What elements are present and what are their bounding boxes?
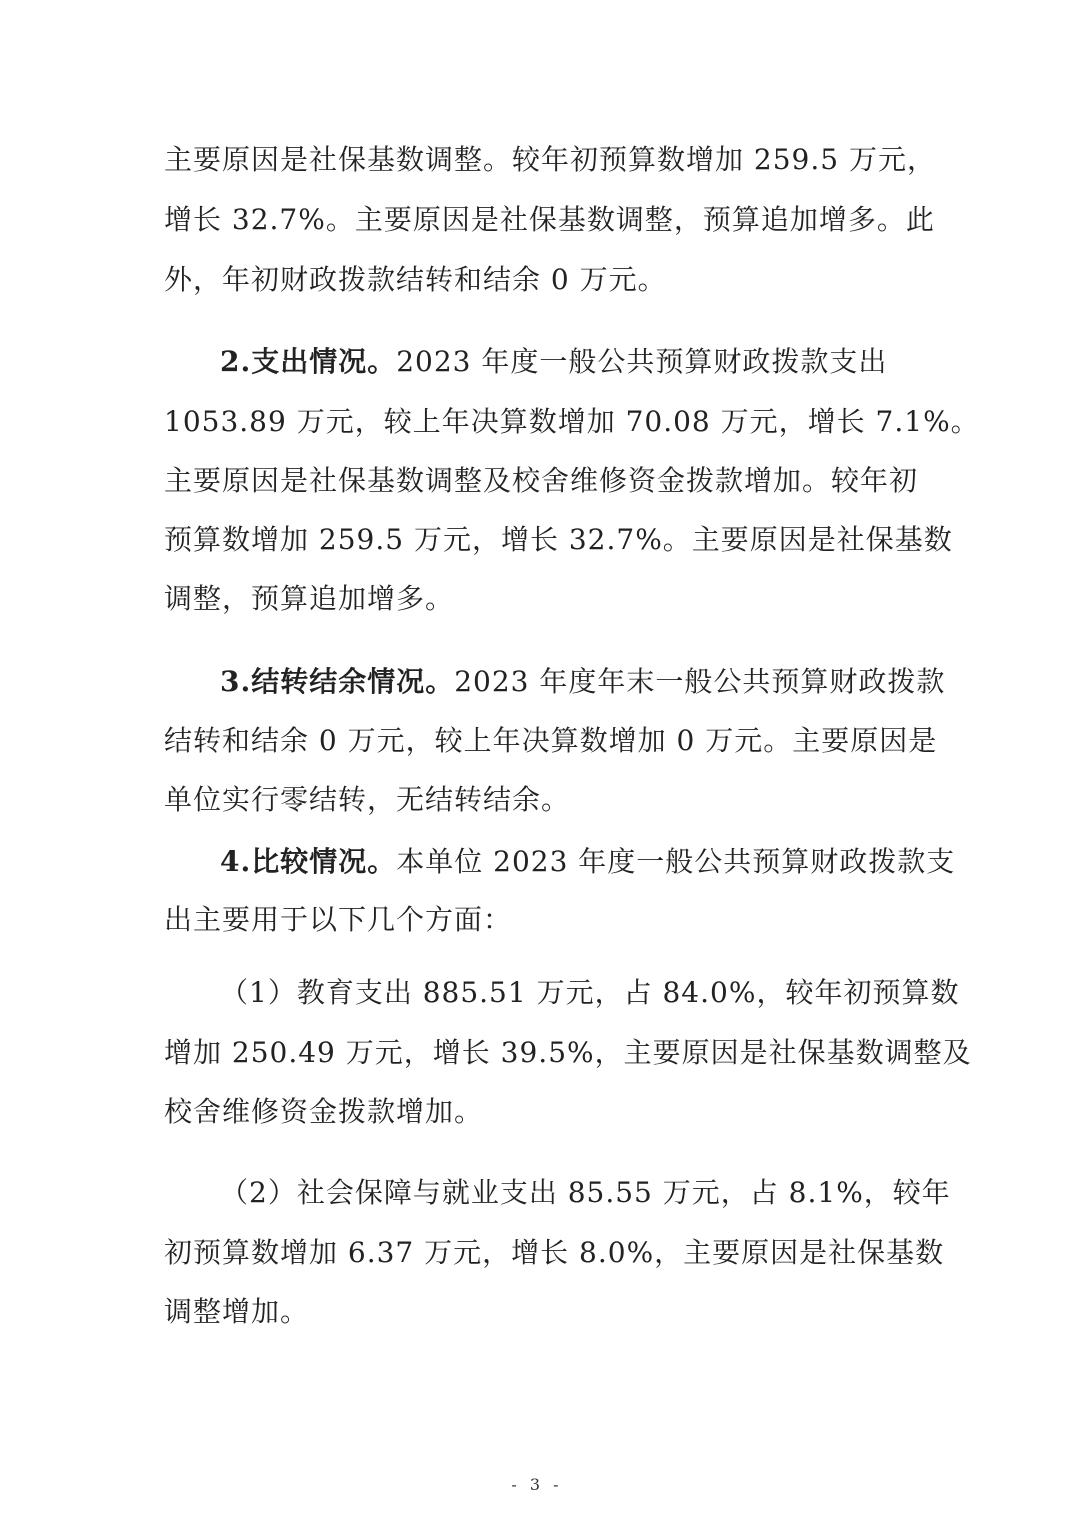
paragraph-line: 主要原因是社保基数调整。较年初预算数增加 259.5 万元， bbox=[164, 143, 936, 176]
paragraph-line: 主要原因是社保基数调整及校舍维修资金拨款增加。较年初 bbox=[164, 464, 919, 497]
paragraph-line: 外，年初财政拨款结转和结余 0 万元。 bbox=[164, 263, 667, 296]
paragraph-line bbox=[220, 662, 945, 702]
paragraph-text: 2023 年度一般公共预算财政拨款支出 bbox=[396, 345, 888, 378]
section-heading: 4.比较情况。 bbox=[220, 845, 397, 878]
paragraph-line: 调整增加。 bbox=[164, 1295, 310, 1328]
paragraph-text: 本单位 2023 年度一般公共预算财政拨款支 bbox=[396, 845, 956, 878]
paragraph-line: （1）教育支出 885.51 万元，占 84.0%，较年初预算数 bbox=[220, 976, 960, 1009]
paragraph-line: 调整，预算追加增多。 bbox=[164, 582, 455, 615]
paragraph-line: 增加 250.49 万元，增长 39.5%，主要原因是社保基数调整及 bbox=[164, 1036, 972, 1069]
paragraph-line bbox=[220, 342, 887, 382]
paragraph-line: 结转和结余 0 万元，较上年决算数增加 0 万元。主要原因是 bbox=[164, 724, 938, 757]
section-heading: 2.支出情况。 bbox=[220, 345, 397, 378]
page-number: - 3 - bbox=[511, 1475, 563, 1494]
paragraph-line: 增长 32.7%。主要原因是社保基数调整，预算追加增多。此 bbox=[164, 203, 935, 236]
paragraph-line: （2）社会保障与就业支出 85.55 万元，占 8.1%，较年 bbox=[220, 1176, 951, 1209]
paragraph-line: 预算数增加 259.5 万元，增长 32.7%。主要原因是社保基数 bbox=[164, 523, 953, 556]
paragraph-line: 校舍维修资金拨款增加。 bbox=[164, 1095, 484, 1128]
paragraph-line: 1053.89 万元，较上年决算数增加 70.08 万元，增长 7.1%。 bbox=[164, 405, 980, 438]
paragraph-line: 单位实行零结转，无结转结余。 bbox=[164, 783, 571, 816]
paragraph-line bbox=[220, 842, 955, 882]
paragraph-line: 出主要用于以下几个方面： bbox=[164, 903, 513, 936]
section-heading: 3.结转结余情况。 bbox=[220, 665, 455, 698]
paragraph-text: 2023 年度年末一般公共预算财政拨款 bbox=[454, 665, 946, 698]
paragraph-line: 初预算数增加 6.37 万元，增长 8.0%，主要原因是社保基数 bbox=[164, 1236, 945, 1269]
